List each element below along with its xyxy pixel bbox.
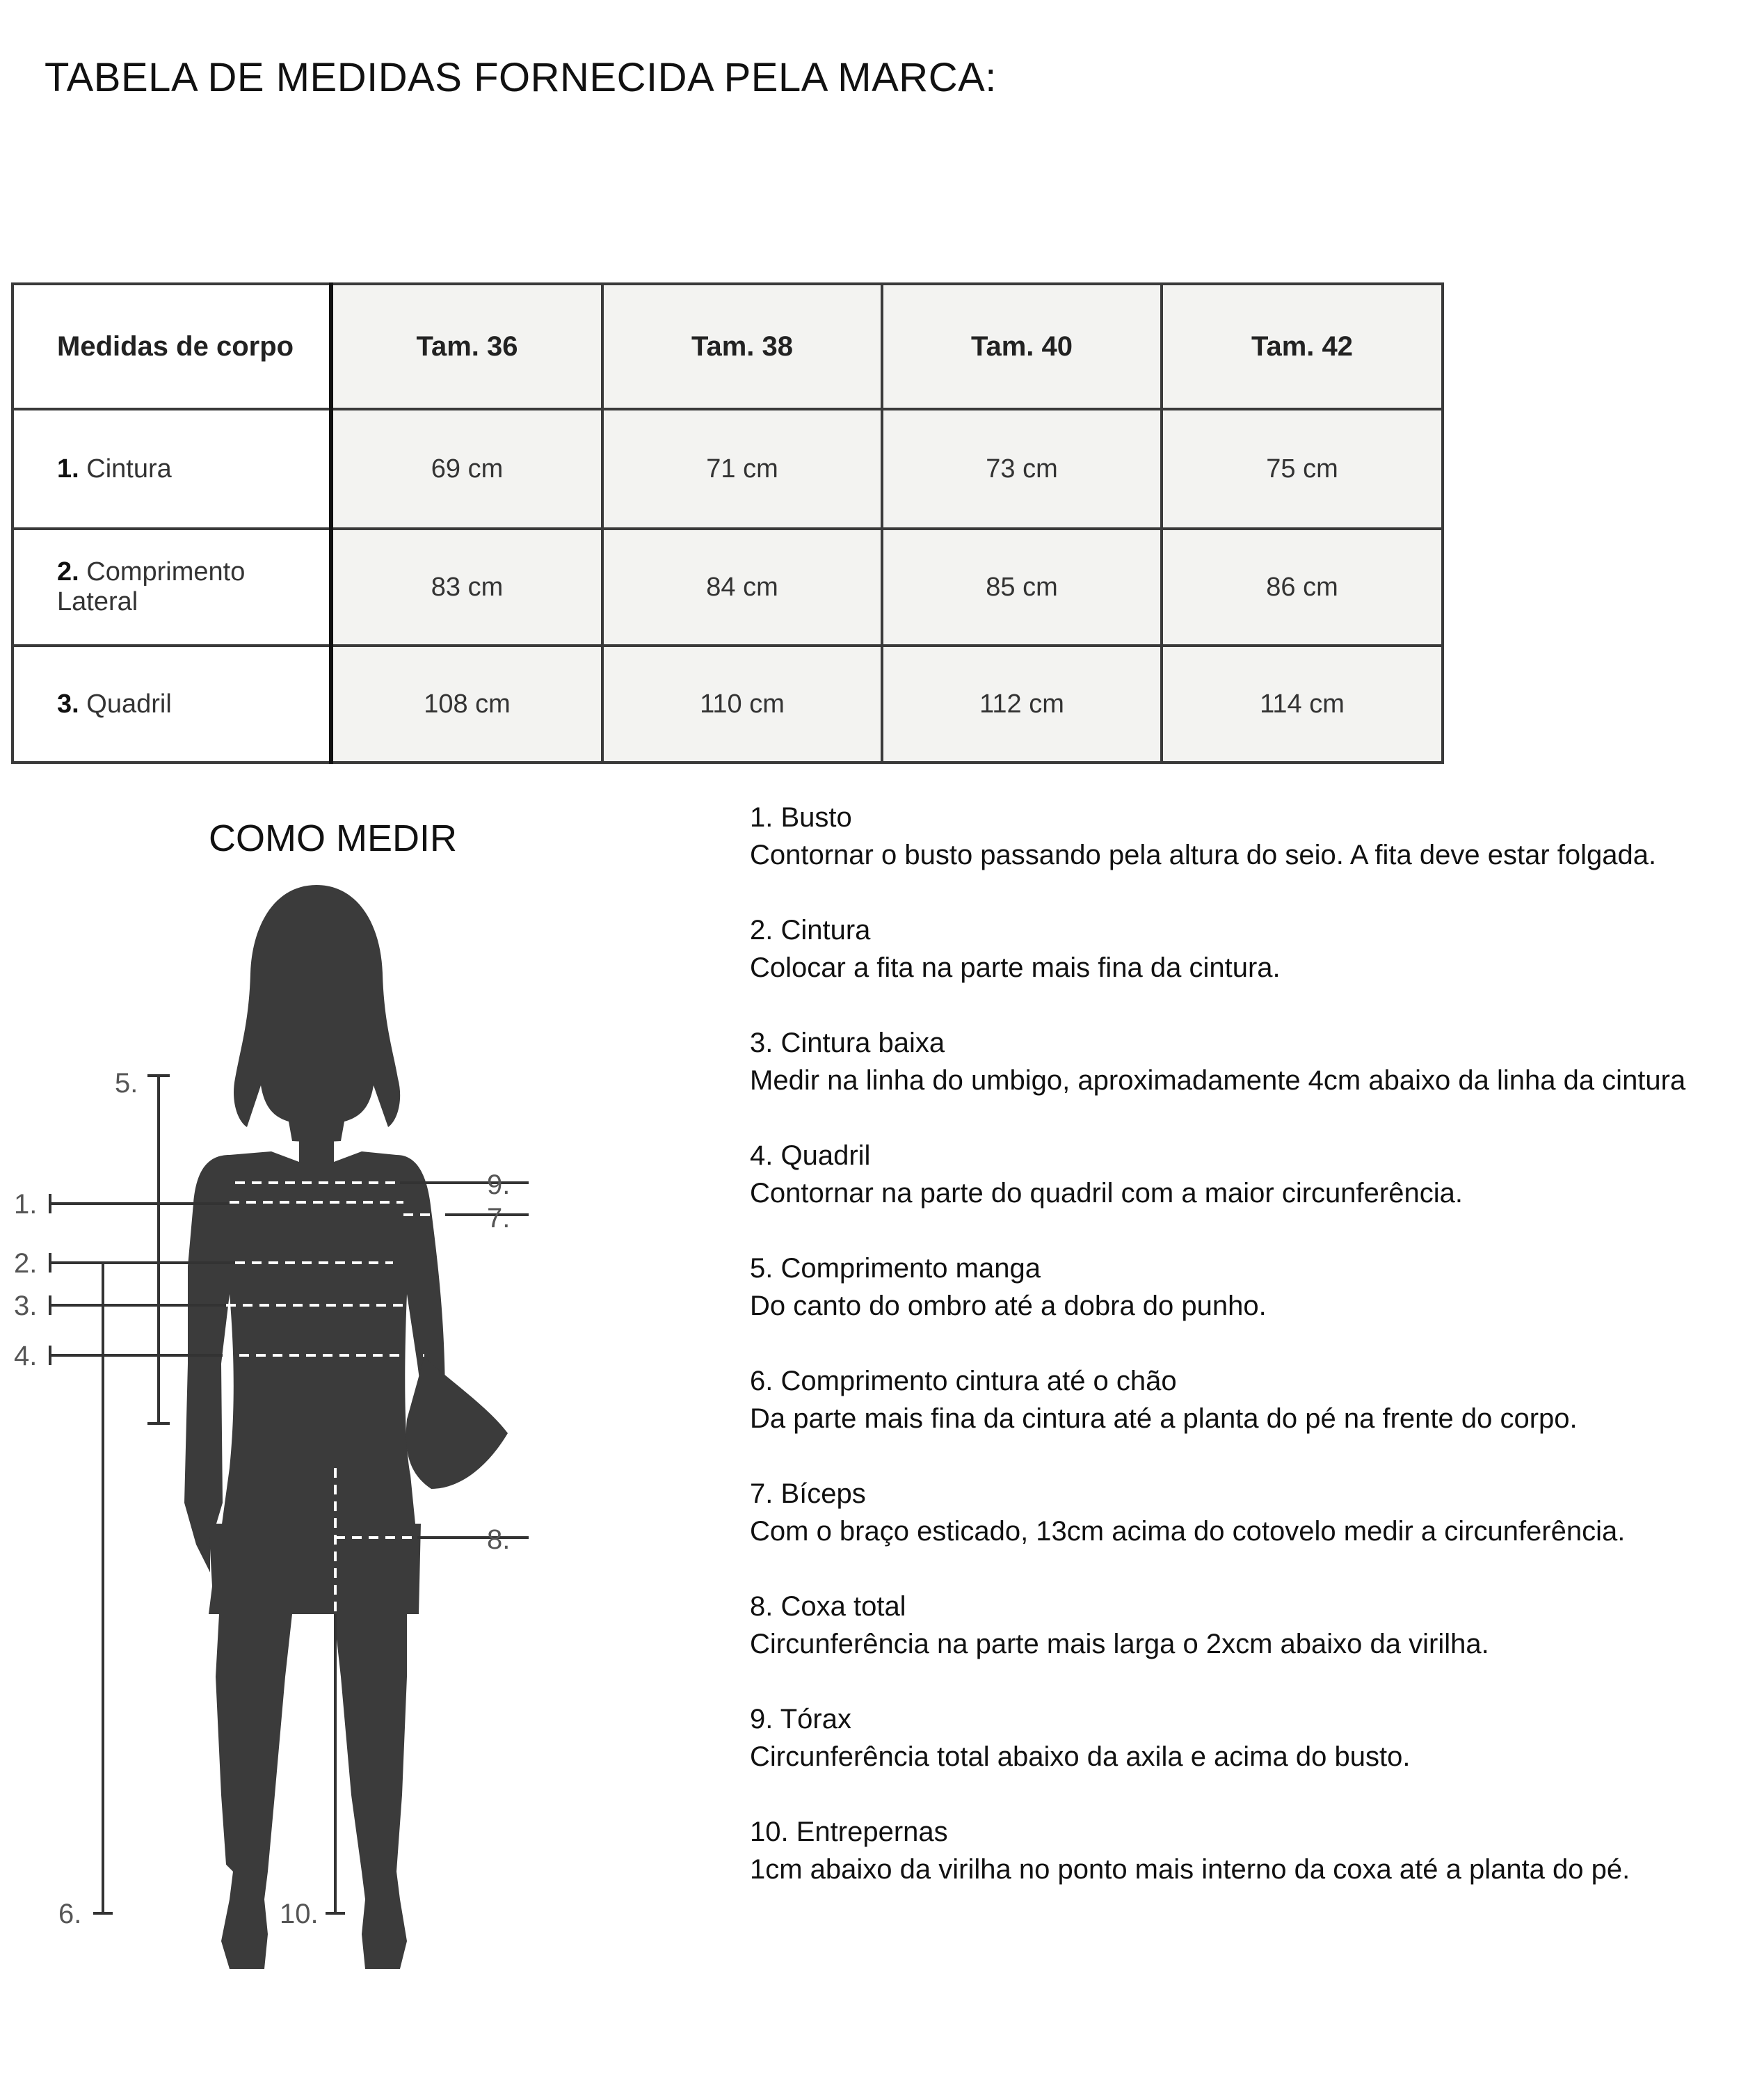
- instruction-text: Da parte mais fina da cintura até a planta do pé na frente do corpo.: [750, 1403, 1578, 1434]
- row-label: [13, 409, 331, 529]
- page-title: TABELA DE MEDIDAS FORNECIDA PELA MARCA:: [45, 55, 997, 100]
- instruction-text: 1cm abaixo da virilha no ponto mais interno da coxa até a planta do pé.: [750, 1854, 1630, 1885]
- header-cell: Medidas de corpo: [13, 284, 331, 409]
- list-item: [750, 911, 1738, 987]
- row-label: [13, 529, 331, 646]
- instruction-title: 6. Comprimento cintura até o chão: [750, 1366, 1177, 1396]
- table-header-row: [13, 284, 1443, 409]
- row-label: [13, 646, 331, 763]
- list-item: [750, 1475, 1738, 1550]
- figure-label: 9.: [487, 1170, 511, 1200]
- figure-label: 7.: [487, 1203, 511, 1234]
- instruction-text: Do canto do ombro até a dobra do punho.: [750, 1291, 1267, 1321]
- header-cell: Tam. 36: [331, 284, 602, 409]
- row-number: 3.: [57, 689, 79, 719]
- header-cell: Tam. 38: [602, 284, 882, 409]
- list-item: [750, 1813, 1738, 1888]
- instruction-title: 7. Bíceps: [750, 1478, 866, 1509]
- table-cell: 71 cm: [602, 409, 882, 529]
- list-item: [750, 1362, 1738, 1437]
- row-label-text: Cintura: [86, 454, 172, 484]
- instruction-title: 3. Cintura baixa: [750, 1028, 945, 1058]
- header-cell: Tam. 40: [882, 284, 1162, 409]
- woman-silhouette-icon: [139, 885, 511, 1969]
- instruction-text: Contornar o busto passando pela altura do seio. A fita deve estar folgada.: [750, 840, 1657, 870]
- figure-label: 6.: [58, 1899, 82, 1929]
- instruction-text: Medir na linha do umbigo, aproximadamente 4cm abaixo da linha da cintura: [750, 1065, 1686, 1096]
- table-cell: 69 cm: [331, 409, 602, 529]
- list-item: [750, 1250, 1738, 1325]
- table-row: [13, 529, 1443, 646]
- figure-label: 10.: [280, 1899, 319, 1929]
- table-row: [13, 646, 1443, 763]
- table-cell: 110 cm: [602, 646, 882, 763]
- instruction-title: 10. Entrepernas: [750, 1817, 948, 1847]
- instruction-title: 8. Coxa total: [750, 1591, 906, 1622]
- instruction-text: Com o braço esticado, 13cm acima do cotovelo medir a circunferência.: [750, 1516, 1626, 1547]
- como-medir-heading: COMO MEDIR: [209, 817, 457, 859]
- figure-label: 1.: [14, 1189, 38, 1220]
- table-cell: 85 cm: [882, 529, 1162, 646]
- figure-label: 3.: [14, 1291, 38, 1321]
- instruction-title: 9. Tórax: [750, 1704, 851, 1734]
- instruction-text: Circunferência na parte mais larga o 2xcm abaixo da virilha.: [750, 1629, 1489, 1659]
- instruction-text: Contornar na parte do quadril com a maior circunferência.: [750, 1178, 1463, 1208]
- instructions-list: [750, 799, 1738, 1926]
- instruction-text: Colocar a fita na parte mais fina da cintura.: [750, 952, 1281, 983]
- instruction-title: 2. Cintura: [750, 915, 871, 946]
- size-table: [11, 282, 1444, 764]
- row-label-text: Comprimento Lateral: [57, 557, 246, 616]
- table-cell: 73 cm: [882, 409, 1162, 529]
- figure-label: 8.: [487, 1524, 511, 1555]
- table-cell: 83 cm: [331, 529, 602, 646]
- table-cell: 108 cm: [331, 646, 602, 763]
- instruction-title: 5. Comprimento manga: [750, 1253, 1041, 1284]
- figure-label: 5.: [115, 1068, 138, 1099]
- row-label-text: Quadril: [86, 689, 172, 719]
- body-measurement-figure: [0, 877, 529, 2018]
- table-cell: 114 cm: [1162, 646, 1443, 763]
- list-item: [750, 1024, 1738, 1099]
- list-item: [750, 799, 1738, 874]
- row-number: 1.: [57, 454, 79, 484]
- row-number: 2.: [57, 557, 79, 587]
- figure-label: 2.: [14, 1248, 38, 1279]
- table-cell: 112 cm: [882, 646, 1162, 763]
- list-item: [750, 1137, 1738, 1212]
- list-item: [750, 1588, 1738, 1663]
- list-item: [750, 1700, 1738, 1776]
- table-row: [13, 409, 1443, 529]
- instruction-text: Circunferência total abaixo da axila e acima do busto.: [750, 1741, 1411, 1772]
- table-cell: 84 cm: [602, 529, 882, 646]
- table-cell: 86 cm: [1162, 529, 1443, 646]
- figure-label: 4.: [14, 1341, 38, 1371]
- instruction-title: 4. Quadril: [750, 1140, 871, 1171]
- instruction-title: 1. Busto: [750, 802, 852, 833]
- header-cell: Tam. 42: [1162, 284, 1443, 409]
- table-cell: 75 cm: [1162, 409, 1443, 529]
